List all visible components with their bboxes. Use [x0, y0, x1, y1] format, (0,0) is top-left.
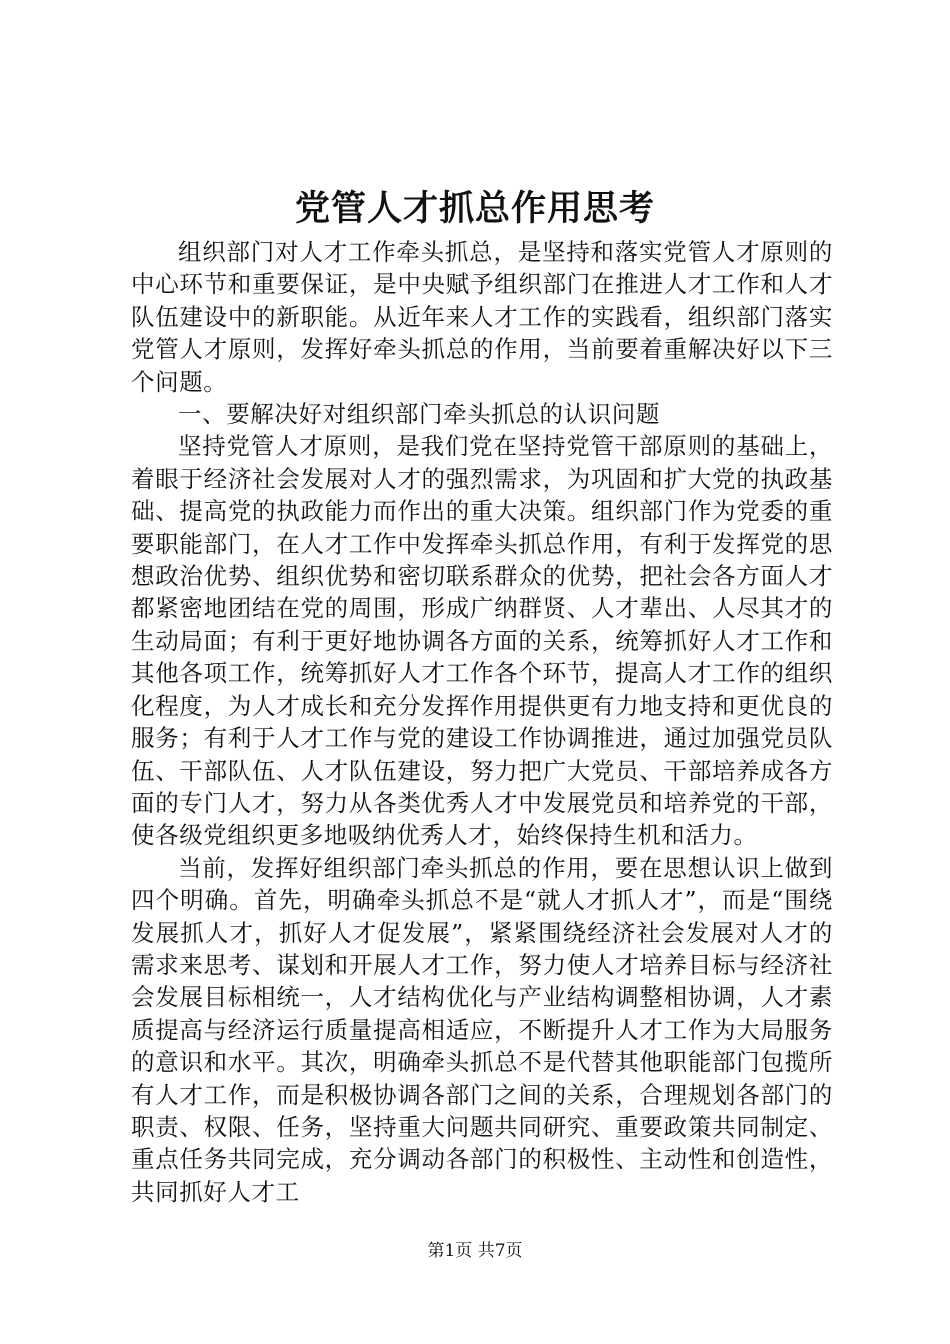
section-heading-1: 一、要解决好对组织部门牵头抓总的认识问题 — [178, 400, 660, 429]
page-number-footer: 第1页 共7页 — [427, 1241, 523, 1261]
paragraph-intro: 组织部门对人才工作牵头抓总，是坚持和落实党管人才原则的中心环节和重要保证，是中央赋予组织部门在推进人才工作和人才队伍建设中的新职能。从近年来人才工作的实践看，组织部门落实党管人才原则，发挥好牵头抓总的作用，当前要着重解决好以下三个问题。 — [131, 238, 833, 396]
paragraph-four-clarities: 当前，发挥好组织部门牵头抓总的作用，要在思想认识上做到四个明确。首先，明确牵头抓总不是“就人才抓人才”，而是“围绕发展抓人才，抓好人才促发展”，紧紧围绕经济社会发展对人才的需求来思考、谋划和开展人才工作，努力使人才培养目标与经济社会发展目标相统一，人才结构优化与产业结构调整相协调，人才素质提高与经济运行质量提高相适应，不断提升人才工作为大局服务的意识和水平。其次，明确牵头抓总不是代替其他职能部门包揽所有人才工作，而是积极协调各部门之间的关系，合理规划各部门的职责、权限、任务，坚持重大问题共同研究、重要政策共同制定、重点任务共同完成，充分调动各部门的积极性、主动性和创造性，共同抓好人才工 — [131, 853, 833, 1206]
paragraph-party-principle: 坚持党管人才原则，是我们党在坚持党管干部原则的基础上，着眼于经济社会发展对人才的强烈需求，为巩固和扩大党的执政基础、提高党的执政能力而作出的重大决策。组织部门作为党委的重要职能部门，在人才工作中发挥牵头抓总作用，有利于发挥党的思想政治优势、组织优势和密切联系群众的优势，把社会各方面人才都紧密地团结在党的周围，形成广纳群贤、人才辈出、人尽其才的生动局面；有利于更好地协调各方面的关系，统筹抓好人才工作和其他各项工作，统筹抓好人才工作各个环节，提高人才工作的组织化程度，为人才成长和充分发挥作用提供更有力地支持和更优良的服务；有利于人才工作与党的建设工作协调推进，通过加强党员队伍、干部队伍、人才队伍建设，努力把广大党员、干部培养成各方面的专门人才，努力从各类优秀人才中发展党员和培养党的干部，使各级党组织更多地吸纳优秀人才，始终保持生机和活力。 — [131, 432, 833, 850]
document-body — [131, 236, 833, 1208]
document-title: 党管人才抓总作用思考 — [294, 188, 655, 229]
